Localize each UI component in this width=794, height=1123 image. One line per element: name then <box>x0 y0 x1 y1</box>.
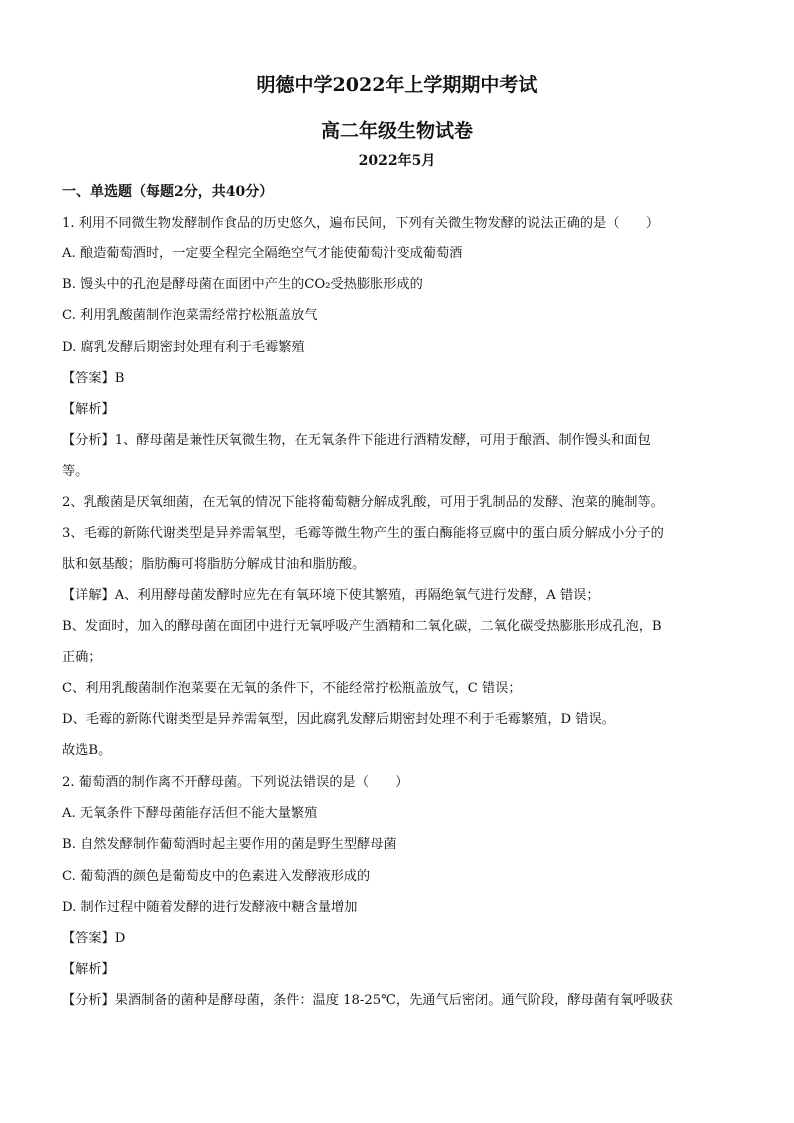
detail-line: 故选B。 <box>62 743 112 758</box>
question-2-option-b: B. 自然发酵制作葡萄酒时起主要作用的菌是野生型酵母菌 <box>62 837 397 852</box>
analysis-line: 肽和氨基酸；脂肪酶可将脂肪分解成甘油和脂肪酸。 <box>62 557 366 572</box>
exam-date: 2022年5月 <box>358 153 436 169</box>
analysis-line: 【分析】1、酵母菌是兼性厌氧微生物，在无氧条件下能进行酒精发酵，可用于酿酒、制作馒头和面包 <box>62 433 651 448</box>
question-1-option-a: A. 酿造葡萄酒时，一定要全程完全隔绝空气才能使葡萄汁变成葡萄酒 <box>62 246 463 261</box>
analysis-line: 等。 <box>62 464 89 479</box>
question-1-option-b: B. 馒头中的孔泡是酵母菌在面团中产生的CO₂受热膨胀形成的 <box>62 277 423 292</box>
detail-line: B、发面时，加入的酵母菌在面团中进行无氧呼吸产生酒精和二氧化碳，二氧化碳受热膨胀形成孔泡，B <box>62 619 662 634</box>
question-2-option-a: A. 无氧条件下酵母菌能存活但不能大量繁殖 <box>62 806 318 821</box>
question-1-answer: 【答案】B <box>62 371 125 386</box>
analysis-line: 3、毛霉的新陈代谢类型是异养需氧型，毛霉等微生物产生的蛋白酶能将豆腐中的蛋白质分解成小分子的 <box>62 526 664 541</box>
exam-title: 明德中学2022年上学期期中考试 <box>256 74 538 96</box>
question-2-analysis-label: 【解析】 <box>62 962 115 977</box>
question-1-stem: 1. 利用不同微生物发酵制作食品的历史悠久，遍布民间，下列有关微生物发酵的说法正确的是（ ） <box>62 216 660 231</box>
analysis-line: 2、乳酸菌是厌氧细菌，在无氧的情况下能将葡萄糖分解成乳酸，可用于乳制品的发酵、泡菜的腌制等。 <box>62 495 664 510</box>
section-heading: 一、单选题（每题2分，共40分） <box>62 184 274 200</box>
question-1-option-d: D. 腐乳发酵后期密封处理有利于毛霉繁殖 <box>62 340 305 355</box>
detail-line: C、利用乳酸菌制作泡菜要在无氧的条件下，不能经常拧松瓶盖放气，C 错误； <box>62 681 522 696</box>
question-2-option-d: D. 制作过程中随着发酵的进行发酵液中糖含量增加 <box>62 900 358 915</box>
question-1-analysis-label: 【解析】 <box>62 402 115 417</box>
analysis-line: 【分析】果酒制备的菌种是酵母菌，条件：温度 18-25℃，先通气后密闭。通气阶段，酵母菌有氧呼吸获 <box>62 993 673 1008</box>
detail-line: D、毛霉的新陈代谢类型是异养需氧型，因此腐乳发酵后期密封处理不利于毛霉繁殖，D 错误。 <box>62 712 615 727</box>
detail-line: 正确； <box>62 650 102 665</box>
exam-subtitle: 高二年级生物试卷 <box>320 120 473 142</box>
question-2-answer: 【答案】D <box>62 931 126 946</box>
question-2-stem: 2. 葡萄酒的制作离不开酵母菌。下列说法错误的是（ ） <box>62 775 409 790</box>
question-2-option-c: C. 葡萄酒的颜色是葡萄皮中的色素进入发酵液形成的 <box>62 869 371 884</box>
question-1-option-c: C. 利用乳酸菌制作泡菜需经常拧松瓶盖放气 <box>62 308 318 323</box>
detail-line: 【详解】A、利用酵母菌发酵时应先在有氧环境下使其繁殖，再隔绝氧气进行发酵，A 错误； <box>62 588 600 603</box>
